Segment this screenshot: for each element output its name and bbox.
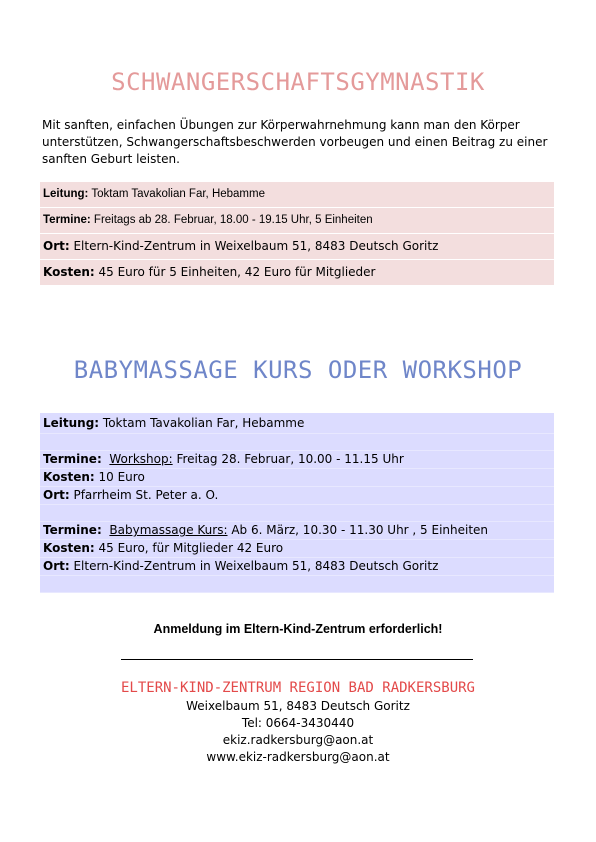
- label-kosten: Kosten:: [43, 470, 95, 484]
- info-box-gymnastik: [40, 182, 554, 286]
- label-termine: Termine:: [43, 523, 102, 537]
- row-ort: [40, 234, 554, 260]
- intro-paragraph: Mit sanften, einfachen Übungen zur Körperwahrnehmung kann man den Körper unterstützen, Schwangerschaftsbeschwerden vorbeugen und einen Beitrag zu einer sanften Geburt leisten.: [42, 118, 548, 166]
- kurs-type: Babymassage Kurs:: [109, 523, 228, 537]
- value-ort: Eltern-Kind-Zentrum in Weixelbaum 51, 8483 Deutsch Goritz: [69, 559, 439, 573]
- label-ort: Ort:: [43, 239, 70, 253]
- label-kosten: Kosten:: [43, 265, 95, 279]
- row-leitung: [40, 182, 554, 208]
- label-ort: Ort:: [43, 559, 70, 573]
- spacer-row: [40, 576, 554, 593]
- value-kosten: 45 Euro für 5 Einheiten, 42 Euro für Mitglieder: [94, 265, 376, 279]
- row-kosten: [40, 260, 554, 286]
- address: Weixelbaum 51, 8483 Deutsch Goritz: [186, 699, 410, 713]
- section-title-babymassage: BABYMASSAGE KURS ODER WORKSHOP: [73, 356, 523, 384]
- value-leitung: Toktam Tavakolian Far, Hebamme: [99, 416, 305, 430]
- row-workshop-ort: [40, 487, 554, 505]
- organization-name: ELTERN-KIND-ZENTRUM REGION BAD RADKERSBURG: [120, 680, 475, 696]
- phone: Tel: 0664-3430440: [241, 716, 355, 730]
- value-termine: Freitag 28. Februar, 10.00 - 11.15 Uhr: [172, 452, 404, 466]
- label-termine: Termine:: [43, 452, 102, 466]
- value-termine: Freitags ab 28. Februar, 18.00 - 19.15 Uhr, 5 Einheiten: [90, 214, 373, 226]
- contact-block: [0, 698, 596, 766]
- row-workshop-termine: [40, 451, 554, 469]
- section-title-schwangerschaftsgymnastik: SCHWANGERSCHAFTSGYMNASTIK: [111, 68, 485, 96]
- info-box-babymassage: [40, 413, 554, 593]
- label-termine: Termine:: [43, 214, 91, 226]
- value-leitung: Toktam Tavakolian Far, Hebamme: [88, 188, 265, 200]
- divider-line: [121, 659, 473, 660]
- row-workshop-kosten: [40, 469, 554, 487]
- label-leitung: Leitung:: [43, 188, 89, 200]
- row-kurs-kosten: [40, 540, 554, 558]
- spacer-row: [40, 434, 554, 451]
- value-termine: Ab 6. März, 10.30 - 11.30 Uhr , 5 Einheiten: [227, 523, 489, 537]
- row-termine: [40, 208, 554, 234]
- row-kurs-ort: [40, 558, 554, 576]
- label-kosten: Kosten:: [43, 541, 95, 555]
- label-ort: Ort:: [43, 488, 70, 502]
- value-kosten: 10 Euro: [94, 470, 145, 484]
- row-kurs-termine: [40, 522, 554, 540]
- registration-note: Anmeldung im Eltern-Kind-Zentrum erforderlich!: [153, 622, 443, 636]
- value-kosten: 45 Euro, für Mitglieder 42 Euro: [94, 541, 284, 555]
- row-leitung: [40, 413, 554, 434]
- email: ekiz.radkersburg@aon.at: [222, 733, 374, 747]
- workshop-type: Workshop:: [109, 452, 173, 466]
- label-leitung: Leitung:: [43, 416, 100, 430]
- website: www.ekiz-radkersburg@aon.at: [206, 750, 390, 764]
- value-ort: Eltern-Kind-Zentrum in Weixelbaum 51, 8483 Deutsch Goritz: [69, 239, 439, 253]
- spacer-row: [40, 505, 554, 522]
- value-ort: Pfarrheim St. Peter a. O.: [69, 488, 219, 502]
